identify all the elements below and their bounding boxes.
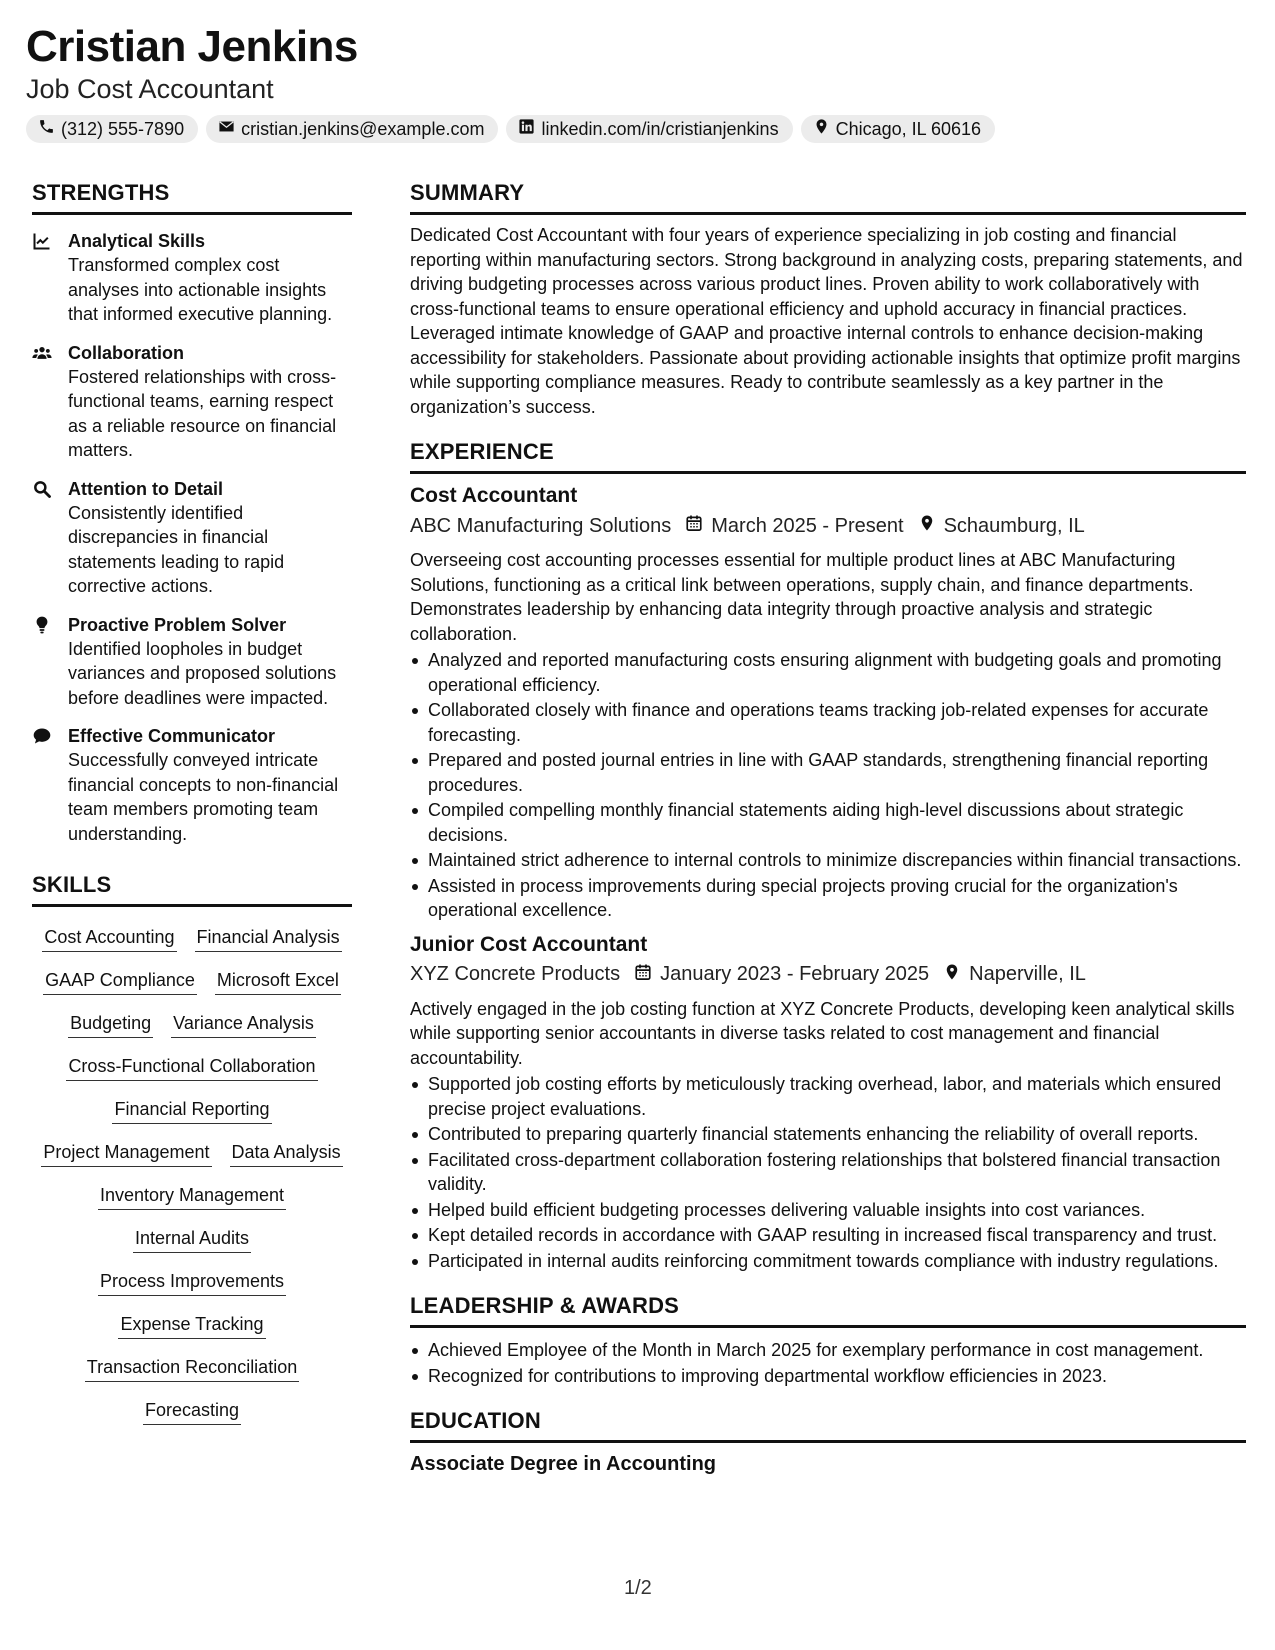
chart-line-icon	[32, 229, 56, 327]
job-title: Cost Accountant	[410, 484, 578, 507]
job-meta	[410, 514, 1246, 538]
job-meta	[410, 963, 1246, 987]
job-title: Junior Cost Accountant	[410, 932, 648, 956]
experience-section	[410, 439, 1246, 1273]
skill-tag: Process Improvements	[98, 1269, 286, 1296]
skill-tag: Budgeting	[68, 1011, 153, 1038]
list-item: Collaborated closely with finance and operations teams tracking job-related expenses for accurate forecasting.	[410, 698, 1246, 747]
skill-tag: GAAP Compliance	[43, 968, 197, 995]
skills-heading: SKILLS	[32, 872, 352, 907]
skill-tag: Expense Tracking	[118, 1312, 265, 1339]
strength-desc: Identified loopholes in budget variances and proposed solutions before deadlines were impacted.	[68, 638, 337, 708]
strengths-list	[32, 229, 352, 846]
strength-item	[32, 341, 352, 463]
job-description: Actively engaged in the job costing function at XYZ Concrete Products, developing keen analytical skills while supporting senior accountants in diverse tasks related to cost management and financial accountability.	[410, 998, 1235, 1068]
list-item: Analyzed and reported manufacturing costs ensuring alignment with budgeting goals and promoting operational efficiency.	[410, 648, 1246, 697]
job-location: Schaumburg, IL	[943, 514, 1085, 537]
contact-email[interactable]	[206, 115, 498, 143]
calendar-icon	[620, 963, 660, 987]
job-company: ABC Manufacturing Solutions	[410, 514, 672, 537]
skill-tag: Inventory Management	[98, 1183, 286, 1210]
awards-list	[410, 1338, 1246, 1388]
job-description: Overseeing cost accounting processes essential for multiple product lines at ABC Manufacturing Solutions, functioning as a critical link between operations, supply chain, and finance departments. Demonstrates leadership by enhancing data integrity through proactive analysis and strategic collaboration.	[410, 550, 1194, 644]
right-column	[410, 180, 1246, 1476]
skill-tag: Financial Reporting	[112, 1097, 271, 1124]
page-number: 1/2	[624, 1577, 652, 1599]
education-degree: Associate Degree in Accounting	[410, 1453, 716, 1475]
list-item: Maintained strict adherence to internal controls to minimize discrepancies within financial transactions.	[410, 848, 1246, 873]
skill-tag: Cross-Functional Collaboration	[66, 1054, 317, 1081]
strength-desc: Consistently identified discrepancies in financial statements leading to rapid corrective actions.	[68, 502, 285, 596]
contact-phone[interactable]	[26, 115, 198, 143]
strength-desc: Successfully conveyed intricate financial concepts to non-financial team members promoting team understanding.	[68, 750, 339, 844]
education-section	[410, 1408, 1246, 1476]
strength-desc: Fostered relationships with cross-functional teams, earning respect as a reliable resource on financial matters.	[68, 366, 337, 460]
map-pin-icon	[904, 514, 944, 538]
awards-heading: LEADERSHIP & AWARDS	[410, 1293, 1246, 1328]
list-item: Recognized for contributions to improving departmental workflow efficiencies in 2023.	[410, 1364, 1246, 1389]
education-heading: EDUCATION	[410, 1408, 1246, 1443]
contact-linkedin-text: linkedin.com/in/cristianjenkins	[541, 118, 779, 139]
candidate-name: Cristian Jenkins	[26, 22, 358, 71]
strength-item	[32, 477, 352, 599]
strength-item	[32, 229, 352, 327]
skills-section	[32, 872, 352, 1425]
search-icon	[32, 477, 56, 599]
map-pin-icon	[929, 963, 969, 987]
strength-item	[32, 724, 352, 846]
skill-tag: Project Management	[41, 1140, 211, 1167]
skills-list	[32, 925, 352, 1425]
list-item: Participated in internal audits reinforcing commitment towards compliance with industry regulations.	[410, 1249, 1246, 1274]
users-icon	[32, 341, 56, 463]
list-item: Facilitated cross-department collaboration fostering relationships that bolstered financial transaction validity.	[410, 1148, 1246, 1197]
strength-desc: Transformed complex cost analyses into actionable insights that informed executive planning.	[68, 255, 333, 324]
skill-tag: Transaction Reconciliation	[85, 1355, 299, 1382]
job-location: Naperville, IL	[969, 963, 1086, 985]
envelope-icon	[218, 118, 235, 140]
list-item: Contributed to preparing quarterly financial statements enhancing the reliability of overall reports.	[410, 1122, 1246, 1147]
strength-title: Collaboration	[68, 342, 184, 363]
list-item: Achieved Employee of the Month in March 2025 for exemplary performance in cost management.	[410, 1338, 1246, 1363]
left-column	[32, 180, 352, 1425]
strengths-heading: STRENGTHS	[32, 180, 352, 215]
job-bullets	[410, 1072, 1246, 1273]
strength-title: Analytical Skills	[68, 231, 206, 251]
lightbulb-icon	[32, 613, 56, 711]
skill-tag: Forecasting	[143, 1398, 241, 1425]
summary-text: Dedicated Cost Accountant with four years of experience specializing in job costing and financial reporting within manufacturing sectors. Strong background in analyzing costs, preparing statements, and driving budgeting processes across various product lines. Proven ability to work collaboratively with cross-functional teams to ensure operational efficiency and uphold accuracy in financial practices. Leveraged intimate knowledge of GAAP and proactive internal controls to enhance decision-making accessibility for stakeholders. Passionate about providing actionable insights that optimize profit margins while supporting compliance measures. Ready to contribute seamlessly as a key partner in the organization’s success.	[410, 225, 1243, 417]
strength-title: Proactive Problem Solver	[68, 614, 287, 635]
comment-icon	[32, 724, 56, 846]
candidate-role: Job Cost Accountant	[26, 74, 274, 104]
linkedin-icon	[518, 118, 535, 140]
awards-section	[410, 1293, 1246, 1388]
calendar-icon	[671, 514, 711, 538]
strength-title: Attention to Detail	[68, 478, 223, 499]
job-entry	[410, 933, 1246, 1274]
experience-heading: EXPERIENCE	[410, 439, 1246, 474]
phone-icon	[38, 118, 55, 140]
list-item: Supported job costing efforts by meticulously tracking overhead, labor, and materials which ensured precise project evaluations.	[410, 1072, 1246, 1121]
contact-email-text: cristian.jenkins@example.com	[241, 118, 485, 139]
job-dates: January 2023 - February 2025	[660, 963, 930, 985]
list-item: Assisted in process improvements during special projects proving crucial for the organization's operational excellence.	[410, 874, 1246, 923]
strength-title: Effective Communicator	[68, 726, 276, 746]
list-item: Compiled compelling monthly financial statements aiding high-level discussions about strategic decisions.	[410, 798, 1246, 847]
job-company: XYZ Concrete Products	[410, 963, 621, 985]
contact-linkedin[interactable]	[506, 115, 792, 143]
job-dates: March 2025 - Present	[711, 514, 904, 537]
job-bullets	[410, 648, 1246, 923]
skill-tag: Data Analysis	[230, 1140, 343, 1167]
list-item: Kept detailed records in accordance with GAAP resulting in increased fiscal transparency and trust.	[410, 1223, 1246, 1248]
contact-phone-text: (312) 555-7890	[61, 118, 185, 139]
contact-location-text: Chicago, IL 60616	[835, 118, 982, 139]
contact-location[interactable]	[801, 115, 995, 143]
list-item: Helped build efficient budgeting processes delivering valuable insights into cost variances.	[410, 1198, 1246, 1223]
strength-item	[32, 613, 352, 711]
skill-tag: Internal Audits	[133, 1226, 251, 1253]
summary-heading: SUMMARY	[410, 180, 1246, 215]
contact-bar	[26, 115, 995, 143]
skill-tag: Variance Analysis	[171, 1011, 316, 1038]
skill-tag: Financial Analysis	[195, 925, 342, 952]
skill-tag: Cost Accounting	[42, 925, 176, 952]
job-entry	[410, 484, 1246, 923]
skill-tag: Microsoft Excel	[215, 968, 341, 995]
map-pin-icon	[813, 118, 830, 140]
list-item: Prepared and posted journal entries in line with GAAP standards, strengthening financial reporting procedures.	[410, 748, 1246, 797]
